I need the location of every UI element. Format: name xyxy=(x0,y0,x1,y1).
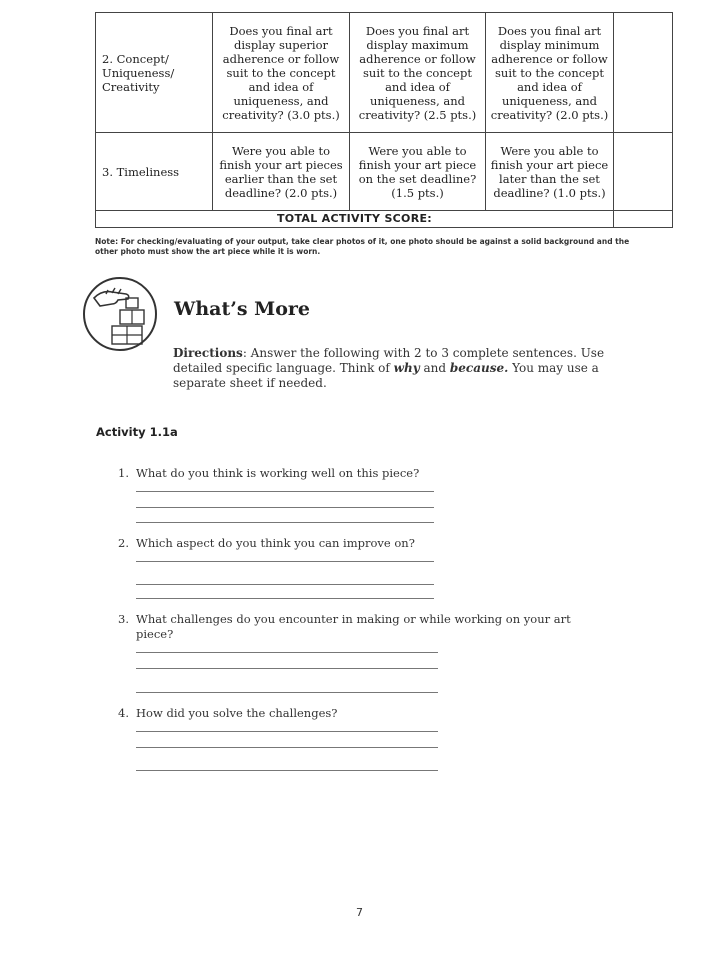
level-on-time: Were you able to finish your art piece on the set deadline? (1.5 pts.) xyxy=(350,133,486,211)
level-superior: Does you final art display superior adherence or follow suit to the concept and idea of uniqueness, and creativity? (3.0 pts.) xyxy=(213,13,350,133)
question-4 xyxy=(118,706,337,721)
answer-line[interactable] xyxy=(136,522,434,523)
rubric-row-timeliness xyxy=(96,133,673,211)
question-text: What challenges do you encounter in making or while working on your art piece? xyxy=(136,612,571,641)
answer-line[interactable] xyxy=(136,507,434,508)
answer-line[interactable] xyxy=(136,491,434,492)
rubric-table xyxy=(95,12,673,228)
answer-line[interactable] xyxy=(136,692,438,693)
answer-line[interactable] xyxy=(136,598,434,599)
answer-line[interactable] xyxy=(136,584,434,585)
question-text: Which aspect do you think you can improve on? xyxy=(136,536,415,550)
directions-why: why xyxy=(393,361,420,375)
question-number: 1. xyxy=(118,466,129,480)
score-cell-concept xyxy=(614,13,673,133)
page-number: 7 xyxy=(356,906,363,919)
question-text: How did you solve the challenges? xyxy=(136,706,338,720)
score-cell-timeliness xyxy=(614,133,673,211)
answer-line[interactable] xyxy=(136,561,434,562)
evaluation-note: Note: For checking/evaluating of your output, take clear photos of it, one photo should be against a solid background and the other photo must show the art piece while it is worn. xyxy=(95,237,630,256)
section-title: What’s More xyxy=(174,298,310,320)
answer-line[interactable] xyxy=(136,652,438,653)
question-number: 4. xyxy=(118,706,129,720)
question-2 xyxy=(118,536,415,551)
level-early: Were you able to finish your art pieces earlier than the set deadline? (2.0 pts.) xyxy=(213,133,350,211)
criterion-concept: 2. Concept/ Uniqueness/ Creativity xyxy=(96,13,213,133)
answer-line[interactable] xyxy=(136,747,438,748)
directions-label: Directions xyxy=(173,346,243,360)
question-number: 3. xyxy=(118,612,129,626)
rubric-total-row xyxy=(96,211,673,228)
question-number: 2. xyxy=(118,536,129,550)
activity-title: Activity 1.1a xyxy=(96,425,178,439)
question-1 xyxy=(118,466,419,481)
question-3 xyxy=(118,612,598,642)
directions-text xyxy=(173,346,613,391)
directions-body-a: : Answer the following with 2 to 3 complete sentences. Use detailed specific language. Think of xyxy=(173,346,605,375)
answer-line[interactable] xyxy=(136,770,438,771)
total-score-label: TOTAL ACTIVITY SCORE: xyxy=(96,211,614,228)
answer-line[interactable] xyxy=(136,731,438,732)
question-text: What do you think is working well on this piece? xyxy=(136,466,420,480)
directions-body-b: You may use a separate sheet if needed. xyxy=(173,361,599,390)
level-maximum: Does you final art display maximum adherence or follow suit to the concept and idea of uniqueness, and creativity? (2.5 pts.) xyxy=(350,13,486,133)
level-minimum: Does you final art display minimum adherence or follow suit to the concept and idea of uniqueness, and creativity? (2.0 pts.) xyxy=(486,13,614,133)
answer-line[interactable] xyxy=(136,668,438,669)
directions-because: because. xyxy=(449,361,509,375)
total-score-cell xyxy=(614,211,673,228)
hand-with-blocks-icon xyxy=(82,276,158,352)
rubric-row-concept xyxy=(96,13,673,133)
level-late: Were you able to finish your art piece later than the set deadline? (1.0 pts.) xyxy=(486,133,614,211)
criterion-timeliness: 3. Timeliness xyxy=(96,133,213,211)
directions-and: and xyxy=(419,361,450,375)
